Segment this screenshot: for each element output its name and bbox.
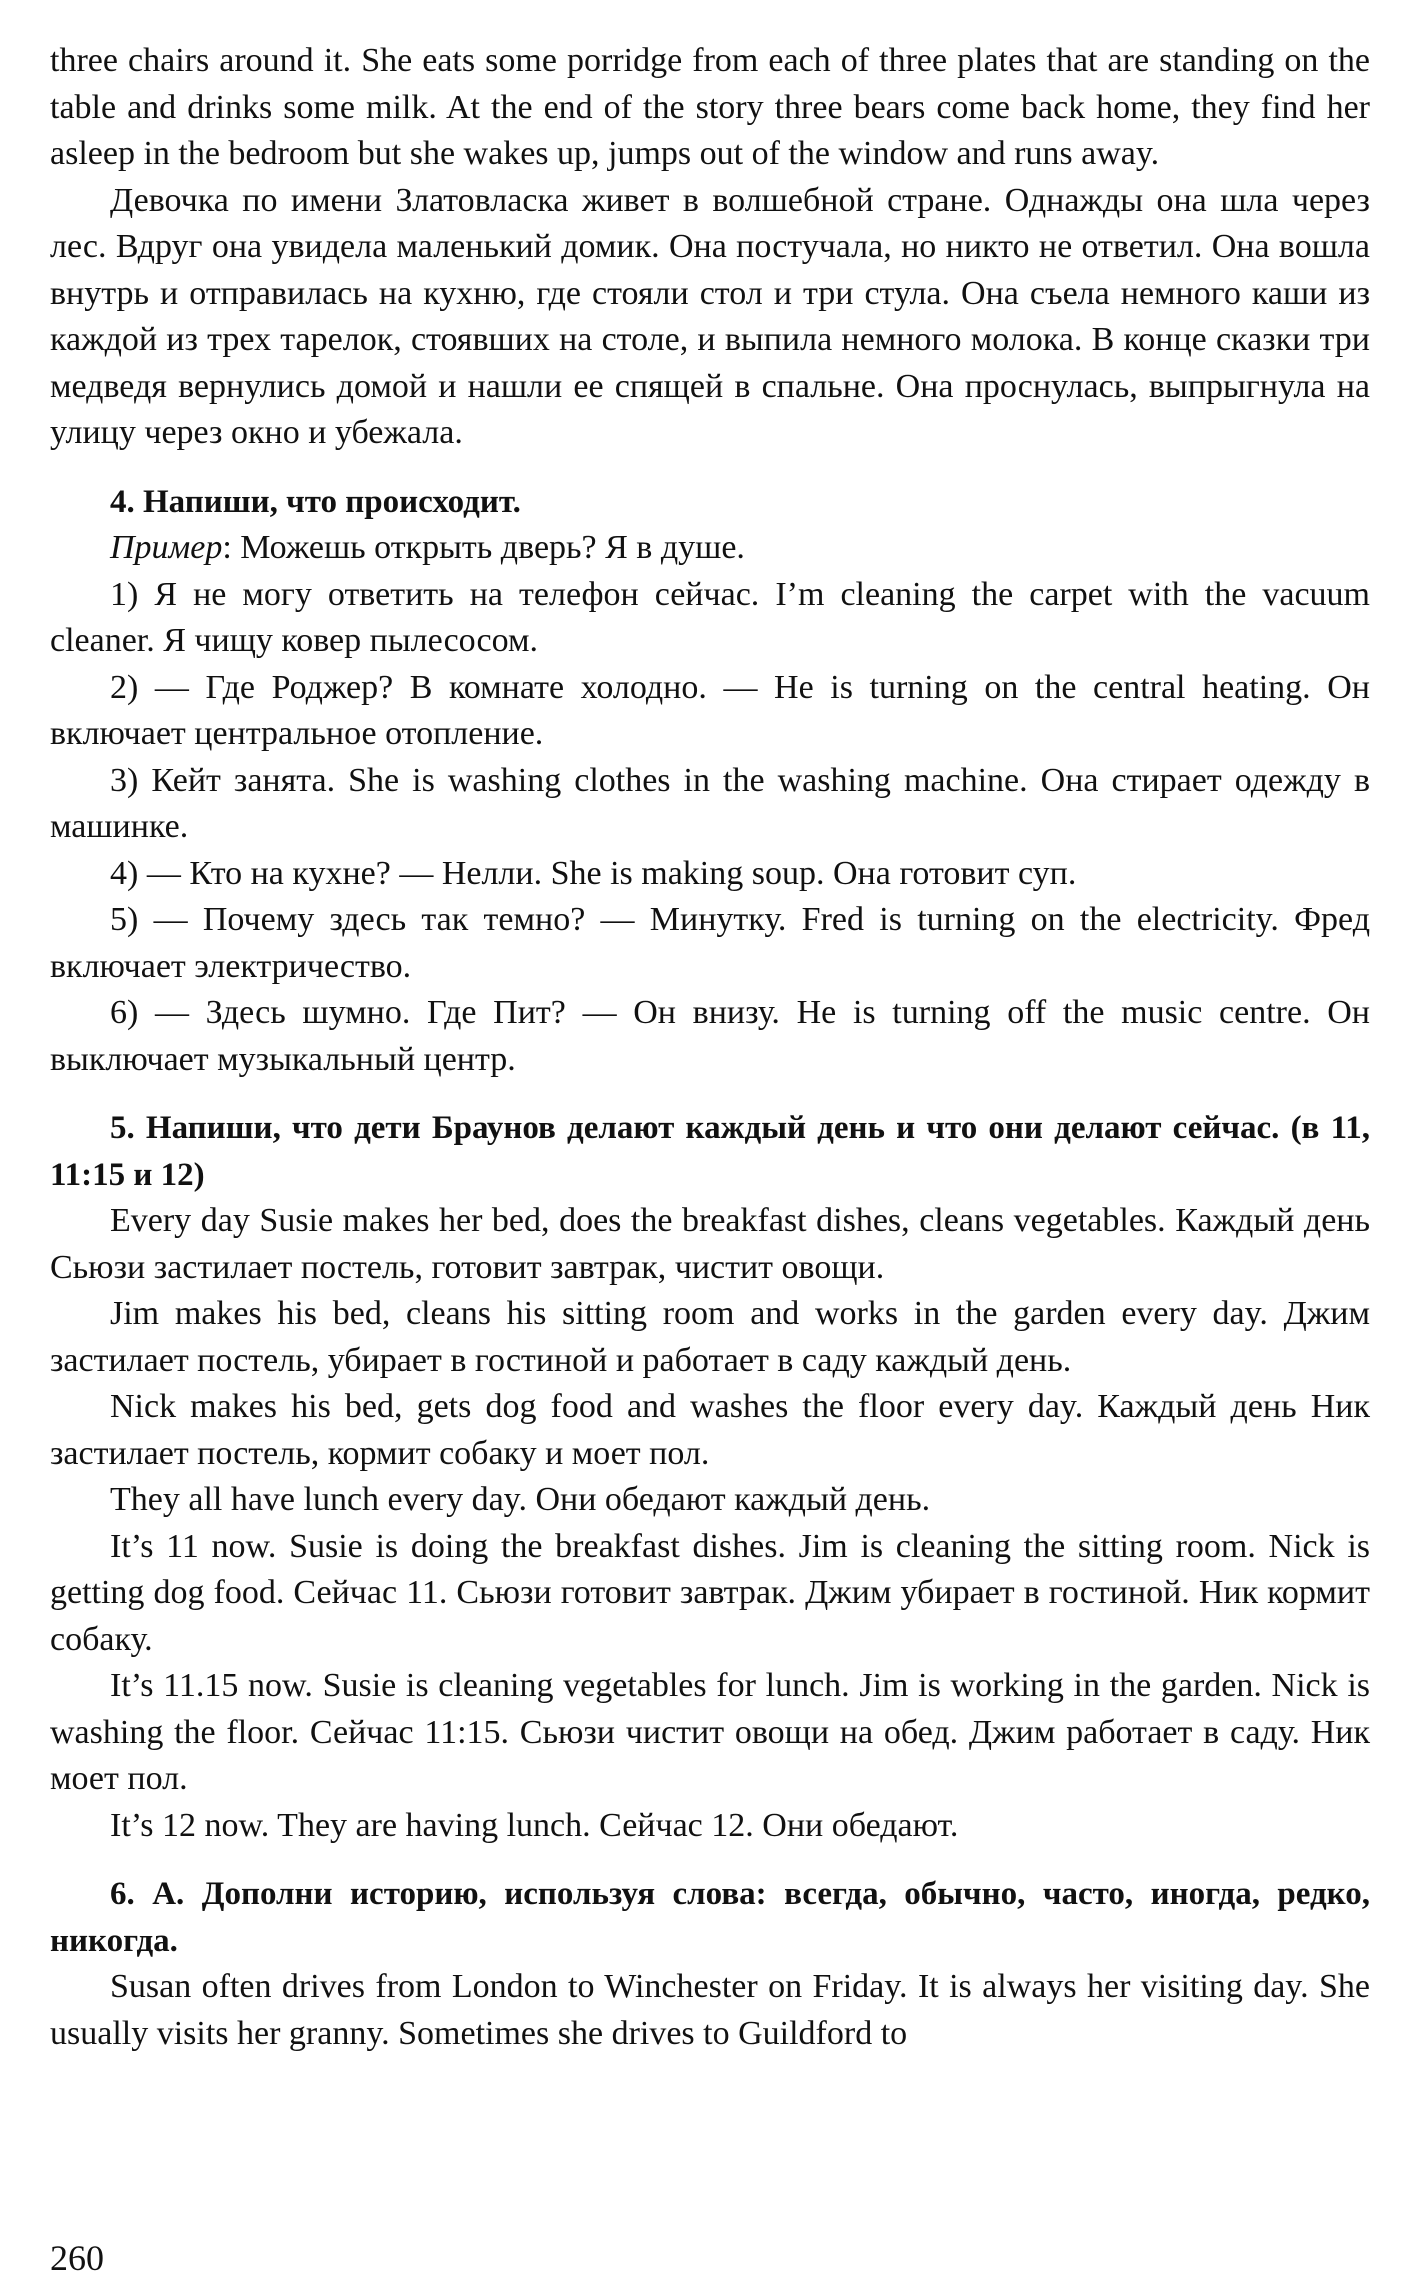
exercise-5-paragraph: Jim makes his bed, cleans his sitting room and works in the garden every day. Джим застилает постель, убирает в гостиной и работает в саду каждый день. <box>50 1295 1370 1379</box>
exercise-4-item: 1) Я не могу ответить на телефон сейчас. I’m cleaning the carpet with the vacuum cleaner. Я чищу ковер пылесосом. <box>50 575 1370 659</box>
exercise-5-paragraph: It’s 11 now. Susie is doing the breakfast dishes. Jim is cleaning the sitting room. Nick is getting dog food. Сейчас 11. Сьюзи готовит завтрак. Джим убирает в гостиной. Ник кормит собаку. <box>50 1527 1370 1658</box>
exercise-5-paragraph: Every day Susie makes her bed, does the breakfast dishes, cleans vegetables. Каждый день Сьюзи застилает постель, готовит завтрак, чистит овощи. <box>50 1202 1370 1286</box>
exercise-4-item: 2) — Где Роджер? В комнате холодно. — He is turning on the central heating. Он включает центральное отопление. <box>50 668 1370 752</box>
exercise-5-paragraph: They all have lunch every day. Они обедают каждый день. <box>110 1481 931 1518</box>
exercise-6-heading: 6. А. Дополни историю, используя слова: всегда, обычно, часто, иногда, редко, никогда. <box>50 1876 1370 1959</box>
exercise-5-paragraph: It’s 11.15 now. Susie is cleaning vegetables for lunch. Jim is working in the garden. Nick is washing the floor. Сейчас 11:15. Сьюзи чистит овощи на обед. Джим работает в саду. Ник моет пол. <box>50 1667 1370 1797</box>
exercise-5-heading: 5. Напиши, что дети Браунов делают каждый день и что они делают сейчас. (в 11, 11:15 и 12) <box>50 1110 1370 1193</box>
intro-english-tail: three chairs around it. She eats some porridge from each of three plates that are standing on the table and drinks some milk. At the end of the story three bears come back home, they find her asleep in the bedroom but she wakes up, jumps out of the window and runs away. <box>50 42 1370 172</box>
exercise-4-item: 6) — Здесь шумно. Где Пит? — Он внизу. He is turning off the music centre. Он выключает музыкальный центр. <box>50 994 1370 1078</box>
intro-russian-translation: Девочка по имени Златовласка живет в волшебной стране. Однажды она шла через лес. Вдруг она увидела маленький домик. Она постучала, но никто не ответил. Она вошла внутрь и отправилась на кухню, где стояли стол и три стула. Она съела немного каши из каждой из трех тарелок, стоявших на столе, и выпила немного молока. В конце сказки три медведя вернулись домой и нашли ее спящей в спальне. Она проснулась, выпрыгнула на улицу через окно и убежала. <box>50 181 1370 451</box>
exercise-4-example <box>50 525 1370 572</box>
exercise-5-paragraph: It’s 12 now. They are having lunch. Сейчас 12. Они обедают. <box>110 1806 959 1844</box>
exercise-4-item: 4) — Кто на кухне? — Нелли. She is making soup. Она готовит суп. <box>110 854 1077 892</box>
exercise-6-paragraph: Susan often drives from London to Winchester on Friday. It is always her visiting day. She usually visits her granny. Sometimes she drives to Guildford to <box>50 1968 1370 2052</box>
exercise-4-item: 5) — Почему здесь так темно? — Минутку. Fred is turning on the electricity. Фред включает электричество. <box>50 901 1370 985</box>
exercise-4-item: 3) Кейт занята. She is washing clothes in the washing machine. Она стирает одежду в машинке. <box>50 761 1370 845</box>
example-label: Пример <box>110 529 223 566</box>
page-number: 260 <box>50 2238 104 2278</box>
exercise-4-heading: 4. Напиши, что происходит. <box>110 483 521 520</box>
exercise-5-paragraph: Nick makes his bed, gets dog food and washes the floor every day. Каждый день Ник застилает постель, кормит собаку и моет пол. <box>50 1388 1370 1472</box>
page-content <box>50 38 1370 2057</box>
example-text: : Можешь открыть дверь? Я в душе. <box>222 529 745 566</box>
